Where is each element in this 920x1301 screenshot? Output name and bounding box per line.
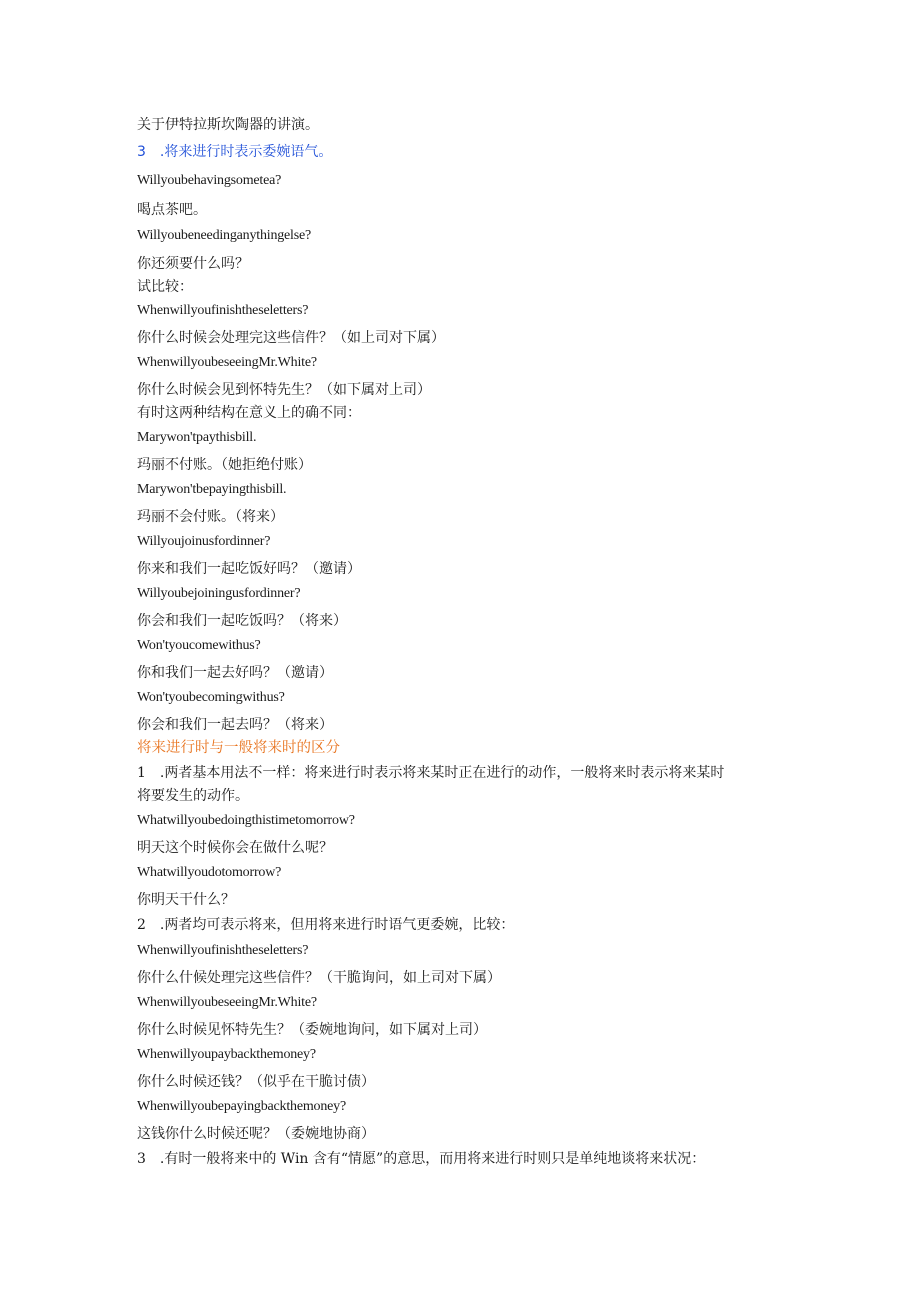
example-sentence-en: Whenwillyoufinishtheseletters?: [137, 303, 309, 318]
translation-zh: 玛丽不付账。（她拒绝付账）: [137, 457, 312, 473]
text-line: 关于伊特拉斯坎陶器的讲演。: [137, 117, 319, 133]
translation-zh: 你还须要什么吗？: [137, 256, 249, 272]
example-sentence-en: Whenwillyoubepayingbackthemoney?: [137, 1099, 346, 1114]
example-sentence-en: Marywon'tpaythisbill.: [137, 430, 257, 445]
translation-zh: 玛丽不会付账。（将来）: [137, 509, 284, 525]
example-sentence-en: WhenwillyoubeseeingMr.White?: [137, 355, 317, 370]
translation-zh: 你会和我们一起吃饭吗？（将来）: [137, 613, 347, 629]
text-line: 3 .有时一般将来中的 Win 含有“情愿”的意思，而用将来进行时则只是单纯地谈将来状况：: [137, 1151, 706, 1167]
section-heading: 将来进行时与一般将来时的区分: [137, 740, 340, 756]
translation-zh: 你什么时候还钱？（似乎在干脆讨债）: [137, 1074, 375, 1090]
text-line: 有时这两种结构在意义上的确不同：: [137, 405, 361, 421]
example-sentence-en: Won'tyoubecomingwithus?: [137, 690, 285, 705]
example-sentence-en: Willyoujoinusfordinner?: [137, 534, 271, 549]
example-sentence-en: Willyoubejoiningusfordinner?: [137, 586, 301, 601]
text-line: 1 .两者基本用法不一样：将来进行时表示将来某时正在进行的动作，一般将来时表示将来某时: [137, 765, 725, 781]
example-sentence-en: Marywon'tbepayingthisbill.: [137, 482, 287, 497]
translation-zh: 你会和我们一起去吗？（将来）: [137, 717, 333, 733]
translation-zh: 你什么时候见怀特先生？（委婉地询问，如下属对上司）: [137, 1022, 487, 1038]
translation-zh: 你什么时候会处理完这些信件？（如上司对下属）: [137, 330, 445, 346]
text-line: 将要发生的动作。: [137, 788, 249, 804]
translation-zh: 喝点茶吧。: [137, 202, 207, 218]
translation-zh: 这钱你什么时候还呢？（委婉地协商）: [137, 1126, 375, 1142]
example-sentence-en: Whatwillyoudotomorrow?: [137, 865, 282, 880]
translation-zh: 明天这个时候你会在做什么呢？: [137, 840, 333, 856]
translation-zh: 你和我们一起去好吗？（邀请）: [137, 665, 333, 681]
text-line: 试比较：: [137, 279, 193, 295]
example-sentence-en: Whatwillyoubedoingthistimetomorrow?: [137, 813, 355, 828]
translation-zh: 你明天干什么？: [137, 892, 235, 908]
text-line: 2 .两者均可表示将来，但用将来进行时语气更委婉，比较：: [137, 917, 515, 933]
translation-zh: 你什么什候处理完这些信件？（干脆询问，如上司对下属）: [137, 970, 501, 986]
section-heading: 3 .将来进行时表示委婉语气。: [137, 144, 333, 160]
translation-zh: 你什么时候会见到怀特先生？（如下属对上司）: [137, 382, 431, 398]
example-sentence-en: Willyoubehavingsometea?: [137, 173, 282, 188]
example-sentence-en: Whenwillyoufinishtheseletters?: [137, 943, 309, 958]
example-sentence-en: WhenwillyoubeseeingMr.White?: [137, 995, 317, 1010]
translation-zh: 你来和我们一起吃饭好吗？（邀请）: [137, 561, 361, 577]
example-sentence-en: Whenwillyoupaybackthemoney?: [137, 1047, 316, 1062]
example-sentence-en: Willyoubeneedinganythingelse?: [137, 228, 312, 243]
example-sentence-en: Won'tyoucomewithus?: [137, 638, 261, 653]
